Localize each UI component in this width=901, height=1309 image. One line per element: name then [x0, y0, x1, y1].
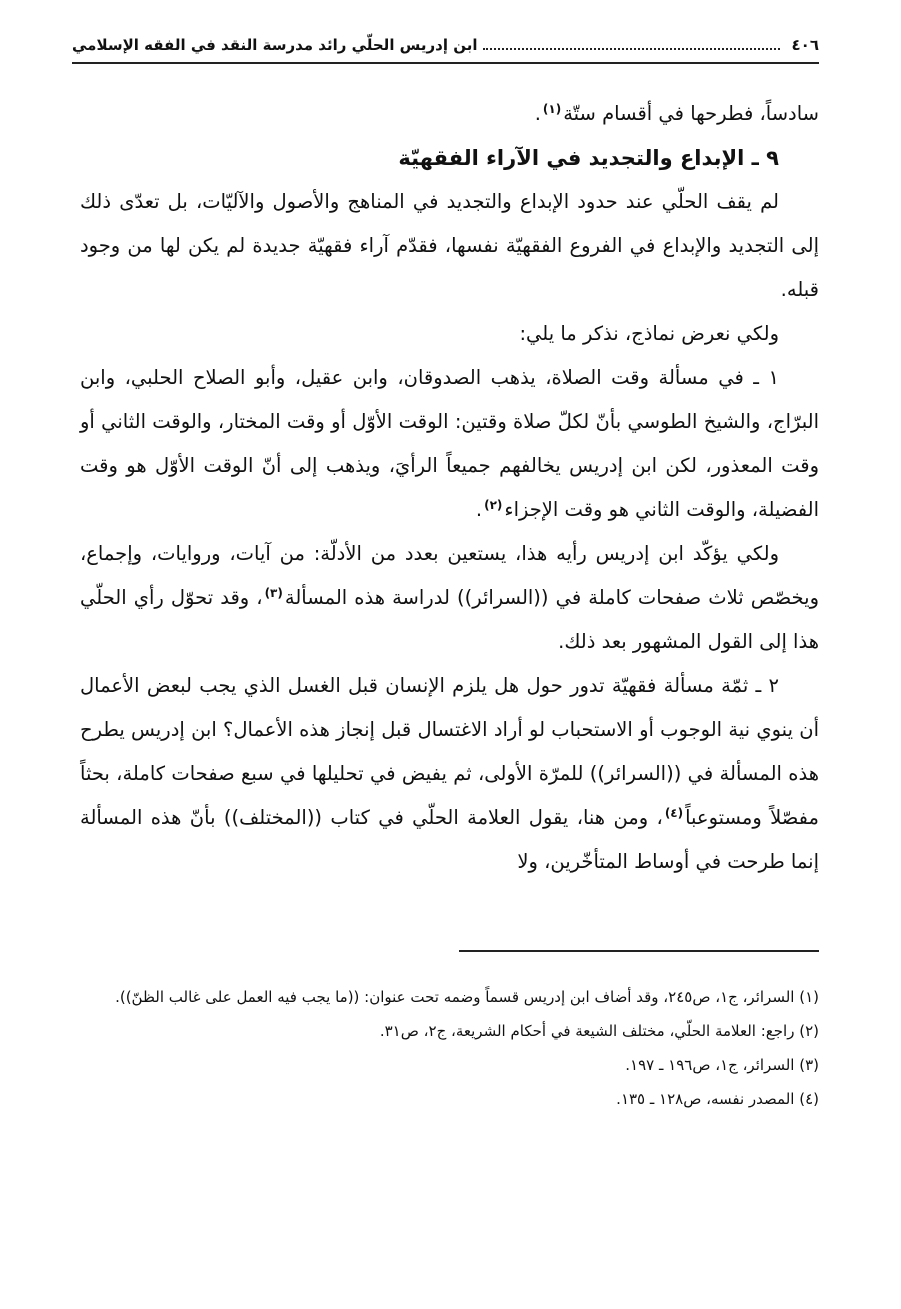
paragraph-evidence: ولكي يؤكّد ابن إدريس رأيه هذا، يستعين بعدد من الأدلّة: من آيات، وروايات، وإجماع، ويخصّص ثلاث صفحات كاملة في ((السرائر)) لدراسة هذه المسألة$^{(٣)}$، وقد تحوّل رأي الحلّي هذا إلى القول المشهور بعد ذلك.: [80, 542, 819, 653]
footnote-3: (٣) السرائر، ج١، ص١٩٦ ـ ١٩٧.: [625, 1056, 819, 1074]
section-heading: ٩ ـ الإبداع والتجديد في الآراء الفقهيّة: [398, 146, 779, 170]
footnote-ref-4: (٤): [664, 805, 684, 820]
footnote-4: (٤) المصدر نفسه، ص١٢٨ ـ ١٣٥.: [616, 1090, 819, 1108]
footnote-separator: [459, 950, 819, 952]
footnote-ref-3: (٣): [264, 585, 283, 600]
paragraph-intro: لم يقف الحلّي عند حدود الإبداع والتجديد في المناهج والأصول والآليّات، بل تعدّى ذلك إلى التجديد والإبداع في الفروع الفقهيّة نفسها، فقدّم آراء فقهيّة جديدة لم يكن لها من وجود قبله.: [80, 190, 819, 301]
page-number: ٤٠٦: [791, 36, 819, 54]
header-rule: [72, 62, 819, 64]
footnotes: [80, 980, 819, 1116]
paragraph-continuation: سادساً، فطرحها في أقسام ستّة$^{(١)}$.: [534, 101, 819, 125]
running-header: [72, 30, 819, 60]
footnote-ref-1: (١): [542, 101, 562, 116]
header-dot-leader: [483, 48, 779, 50]
main-text: [80, 92, 819, 884]
running-title: ابن إدريس الحلّي رائد مدرسة النقد في الفقه الإسلامي: [72, 36, 478, 54]
paragraph-example-2: ٢ ـ ثمّة مسألة فقهيّة تدور حول هل يلزم الإنسان قبل الغسل الذي يجب لبعض الأعمال أن ينوي نية الوجوب أو الاستحباب لو أراد الاغتسال قبل إنجاز هذه الأعمال؟ ابن إدريس يطرح هذه المسألة في ((السرائر)) للمرّة الأولى، ثم يفيض في تحليلها في سبع صفحات كاملة، بحثاً مفصّلاً ومستوعباً$^{(٤)}$، ومن هنا، يقول العلامة الحلّي في كتاب ((المختلف)) بأنّ هذه المسألة إنما طرحت في أوساط المتأخّرين، ولا: [80, 674, 819, 873]
footnote-2: (٢) راجع: العلامة الحلّي، مختلف الشيعة في أحكام الشريعة، ج٢، ص٣١.: [379, 1022, 819, 1040]
paragraph-example-1: ١ ـ في مسألة وقت الصلاة، يذهب الصدوقان، وابن عقيل، وأبو الصلاح الحلبي، وابن البرّاج، والشيخ الطوسي بأنّ لكلّ صلاة وقتين: الوقت الأوّل أو وقت المختار، والوقت الثاني أو وقت المعذور، لكن ابن إدريس يخالفهم جميعاً الرأيَ، ويذهب إلى أنّ الوقت الأوّل هو وقت الفضيلة، والوقت الثاني هو وقت الإجزاء$^{(٢)}$.: [80, 366, 819, 521]
footnote-ref-2: (٢): [484, 497, 503, 512]
footnote-1: (١) السرائر، ج١، ص٢٤٥، وقد أضاف ابن إدريس قسماً وضمه تحت عنوان: ((ما يجب فيه العمل على غالب الظنّ)).: [115, 988, 819, 1006]
paragraph-examples-lead: ولكي نعرض نماذج، نذكر ما يلي:: [519, 322, 779, 345]
